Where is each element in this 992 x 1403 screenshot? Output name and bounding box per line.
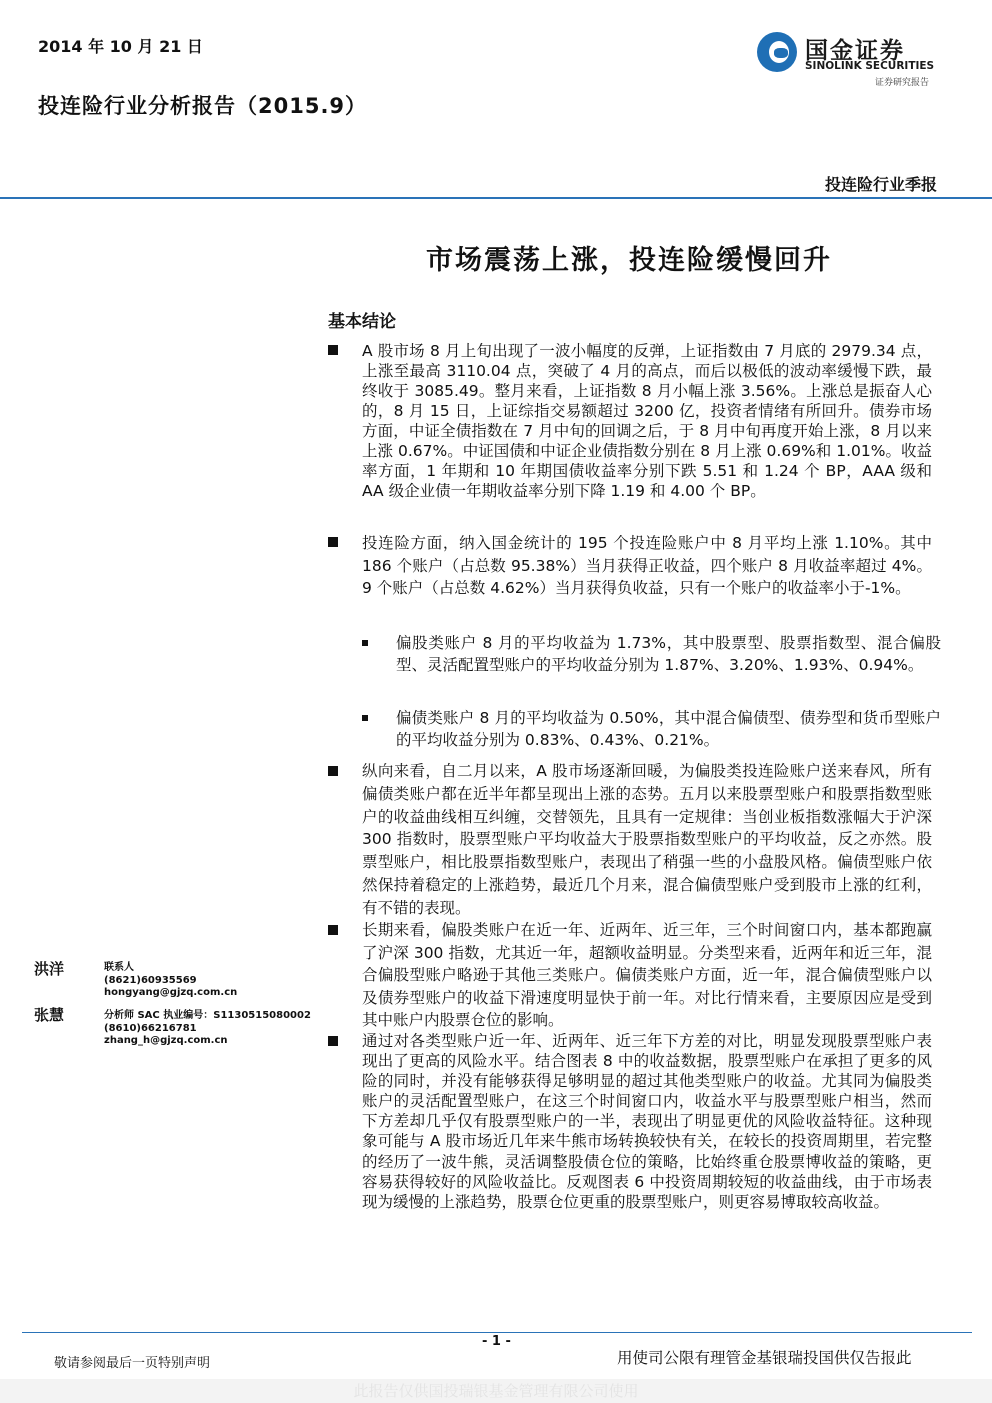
logo-english-name: SINOLINK SECURITIES xyxy=(805,60,935,72)
analyst-email: hongyang@gjzq.com.cn xyxy=(104,987,238,998)
header-divider xyxy=(0,197,992,199)
bullet-marker xyxy=(328,1036,338,1046)
analyst-phone: (8621)60935569 xyxy=(104,974,197,986)
analyst-role: 联系人 xyxy=(104,962,134,973)
conclusion-paragraph: 长期来看，偏股类账户在近一年、近两年、近三年，三个时间窗口内，基本都跑赢了沪深 300 指数，尤其近一年，超额收益明显。分类型来看，近两年和近三年，混合偏股型账户略逊于其他三类账户。偏债类账户方面，近一年，混合偏债型账户以及债券型账户的收益下滑速度明显快于前一年。对比行情来看，主要原因应是受到其中账户内股票仓位的影响。 xyxy=(362,921,932,1030)
bullet-marker xyxy=(328,766,338,776)
analyst-contact xyxy=(104,962,237,1000)
analyst-contact xyxy=(104,1010,311,1048)
bullet-marker xyxy=(328,537,338,547)
conclusion-paragraph: A 股市场 8 月上旬出现了一波小幅度的反弹，上证指数由 7 月底的 2979.34 点，上涨至最高 3110.04 点，突破了 4 月的高点，而后以极低的波动率缓慢下跌，最终收于 3085.49。整月来看，上证指数 8 月小幅上涨 3.56%。上涨总是振奋人心的，8 月 15 日，上证综指交易额超过 3200 亿，投资者情绪有所回升。债券市场方面，中证全债指数在 7 月中旬的回调之后，于 8 月中旬再度开始上涨，8 月以来上涨 0.67%。中证国债和中证企业债指数分别在 8 月上涨 0.69%和 1.01%。收益率方面，1 年期和 10 年期国债收益率分别下跌 5.51 和 1.24 个 BP，AAA 级和 AA 级企业债一年期收益率分别下降 1.19 和 4.00 个 BP。 xyxy=(362,342,932,500)
analyst-email: zhang_h@gjzq.com.cn xyxy=(104,1035,228,1046)
watermark: 此报告仅供国投瑞银基金管理有限公司使用 xyxy=(0,1379,992,1403)
analyst-role: 分析师 SAC 执业编号：S1130515080002 xyxy=(104,1010,311,1021)
logo-chinese-name: 国金证券 xyxy=(805,38,905,64)
headline: 市场震荡上涨，投连险缓慢回升 xyxy=(426,245,832,276)
page-number: - 1 - xyxy=(482,1334,511,1349)
sub-bullet-marker xyxy=(362,640,368,646)
usage-notice: 用使司公限有理管金基银瑞投国供仅告报此 xyxy=(617,1349,912,1367)
sub-bullet-marker xyxy=(362,715,368,721)
report-title: 投连险行业分析报告（2015.9） xyxy=(38,94,368,118)
analyst-name: 洪洋 xyxy=(34,960,65,978)
bullet-marker xyxy=(328,345,338,355)
sub-paragraph: 偏债类账户 8 月的平均收益为 0.50%，其中混合偏债型、债券型和货币型账户的平均收益分别为 0.83%、0.43%、0.21%。 xyxy=(396,709,941,749)
analyst-phone: (8610)66216781 xyxy=(104,1022,197,1034)
report-date: 2014 年 10 月 21 日 xyxy=(38,37,203,56)
conclusion-paragraph: 纵向来看，自二月以来，A 股市场逐渐回暖，为偏股类投连险账户送来春风，所有偏债类账户都在近半年都呈现出上涨的态势。五月以来股票型账户和股票指数型账户的收益曲线相互纠缠，交替领先，且具有一定规律：当创业板指数涨幅大于沪深 300 指数时，股票型账户平均收益大于股票指数型账户的平均收益，反之亦然。股票型账户，相比股票指数型账户，表现出了稍强一些的小盘股风格。偏债型账户依然保持着稳定的上涨趋势，最近几个月来，混合偏债型账户受到股市上涨的红利，有不错的表现。 xyxy=(362,762,932,917)
disclaimer-note: 敬请参阅最后一页特别声明 xyxy=(54,1356,211,1371)
sub-paragraph: 偏股类账户 8 月的平均收益为 1.73%，其中股票型、股票指数型、混合偏股型、灵活配置型账户的平均收益分别为 1.87%、3.20%、1.93%、0.94%。 xyxy=(396,634,941,674)
company-logo xyxy=(757,30,947,92)
conclusion-paragraph: 投连险方面，纳入国金统计的 195 个投连险账户中 8 月平均上涨 1.10%。其中 186 个账户（占总数 95.38%）当月获得正收益，四个账户 8 月收益率超过 4%。9 个账户（占总数 4.62%）当月获得负收益，只有一个账户的收益率小于-1%。 xyxy=(362,534,932,597)
document-type: 投连险行业季报 xyxy=(824,175,937,194)
section-heading: 基本结论 xyxy=(328,312,396,332)
logo-subtitle: 证券研究报告 xyxy=(875,78,930,88)
logo-emblem-icon xyxy=(757,32,797,72)
analyst-name: 张慧 xyxy=(34,1006,65,1024)
bullet-marker xyxy=(328,925,338,935)
footer-divider xyxy=(22,1332,972,1333)
conclusion-paragraph: 通过对各类型账户近一年、近两年、近三年下方差的对比，明显发现股票型账户表现出了更高的风险水平。结合图表 8 中的收益数据，股票型账户在承担了更多的风险的同时，并没有能够获得足够明显的超过其他类型账户的收益。尤其同为偏股类账户的灵活配置型账户，在这三个时间窗口内，收益水平与股票型账户相当，然而下方差却几乎仅有股票型账户的一半，表现出了明显更优的风险收益特征。这种现象可能与 A 股市场近几年来牛熊市场转换较快有关，在较长的投资周期里，若完整的经历了一波牛熊，灵活调整股债仓位的策略，比始终重仓股票博收益的策略，更容易获得较好的风险收益比。反观图表 6 中投资周期较短的收益曲线，由于市场表现为缓慢的上涨趋势，股票仓位更重的股票型账户，则更容易博取较高收益。 xyxy=(362,1032,932,1211)
